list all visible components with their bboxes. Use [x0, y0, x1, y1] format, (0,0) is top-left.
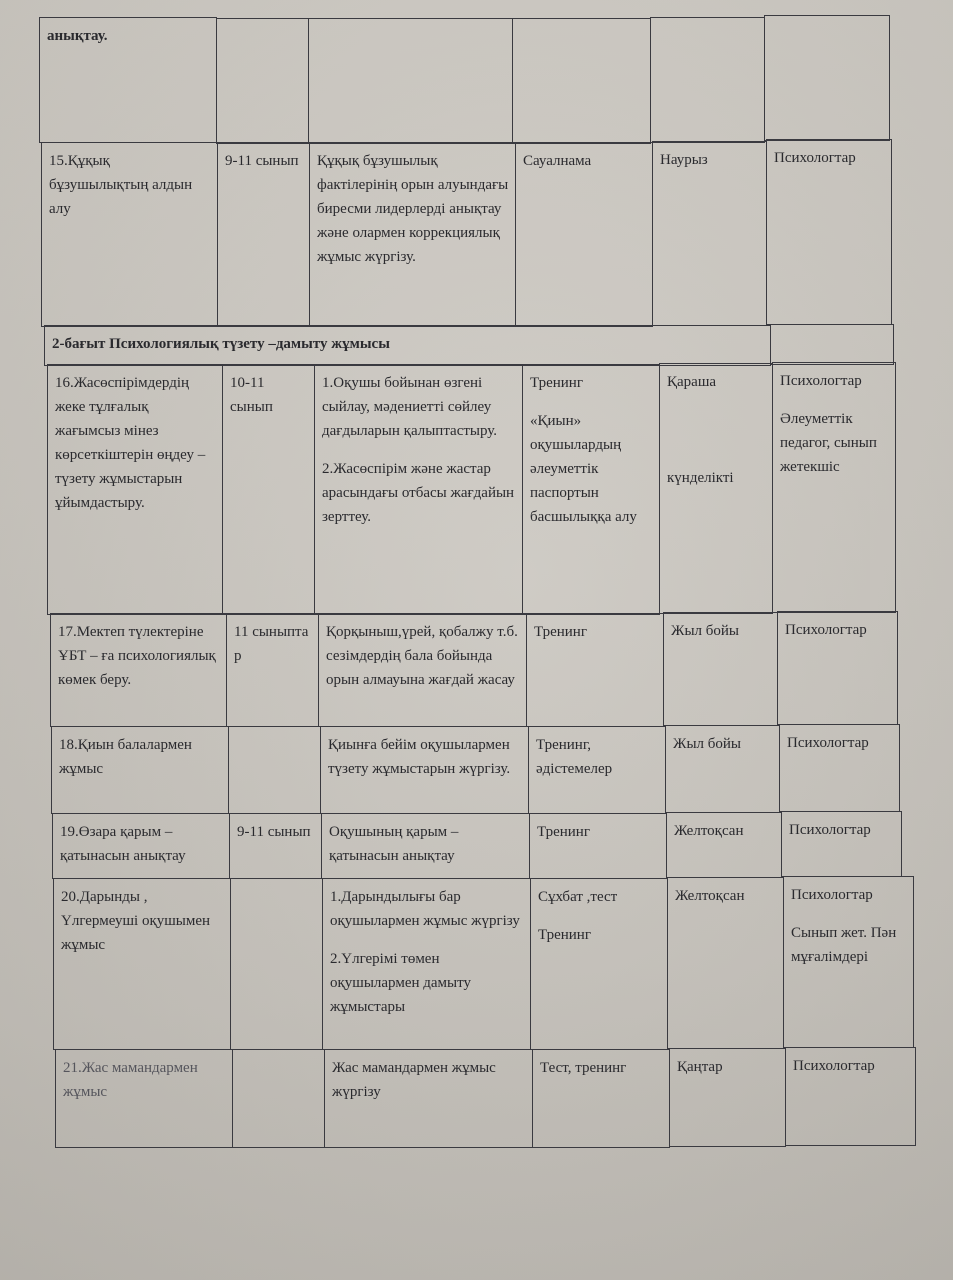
r14-event-cell — [39, 17, 217, 143]
r17-responsible-cell — [777, 611, 898, 725]
r16-content-2: 2.Жасөспірім және жастар арасындағы отбасы жағдайын зерттеу. — [322, 461, 515, 525]
r18-time-cell — [665, 725, 780, 813]
r14-form-cell — [512, 18, 651, 144]
r16-event: 16.Жасөспірімдердің жеке тұлғалық жағымсыз мінез көрсеткіштерін өңдеу – түзету жұмыстарын ұйымдастыру. — [55, 375, 206, 511]
r21-responsible-cell — [785, 1047, 916, 1146]
r18-content-cell — [320, 726, 529, 814]
r21-form-cell — [532, 1049, 670, 1148]
r17-content-cell — [318, 613, 527, 727]
r20-responsible-2: Сынып жет. Пән мұғалімдері — [791, 925, 897, 965]
r17-form-cell — [526, 613, 664, 727]
section-2-title: 2-бағыт Психологиялық түзету –дамыту жұмысы — [52, 336, 390, 352]
r16-form-2: «Қиын» оқушылардың әлеуметтік паспортын басшылыққа алу — [530, 413, 637, 525]
r17-event-cell — [50, 613, 227, 727]
r15-event: 15.Құқық бұзушылықтың алдын алу — [49, 153, 193, 217]
r18-responsible-cell — [779, 724, 900, 812]
r18-time: Жыл бойы — [673, 736, 741, 752]
r16-responsible-1: Психологтар — [780, 373, 862, 389]
r16-grade: 10-11 сынып — [230, 375, 273, 415]
r19-event-cell — [52, 813, 230, 879]
r15-responsible-cell — [766, 139, 892, 325]
r19-grade: 9-11 сынып — [237, 824, 311, 840]
r15-time: Наурыз — [660, 152, 708, 168]
r16-form-cell — [522, 364, 660, 615]
r20-event: 20.Дарынды , Үлгермеуші оқушымен жұмыс — [61, 889, 211, 953]
r17-event: 17.Мектеп түлектеріне ҰБТ – ға психологиялық көмек беру. — [58, 624, 216, 688]
r20-content-cell — [322, 878, 531, 1050]
r19-responsible-cell — [781, 811, 902, 877]
r18-grade-cell — [228, 726, 321, 814]
r18-event-cell — [51, 726, 229, 814]
r14-responsible-cell — [764, 15, 890, 141]
r19-content: Оқушының қарым – қатынасын анықтау — [329, 824, 459, 864]
r17-time: Жыл бойы — [671, 623, 739, 639]
r21-event: 21.Жас мамандармен жұмыс — [63, 1060, 198, 1100]
r14-time-cell — [650, 17, 765, 143]
r15-form: Сауалнама — [523, 153, 592, 169]
r21-event-cell — [55, 1049, 233, 1148]
r20-content-1: 1.Дарындылығы бар оқушылармен жұмыс жүргізу — [330, 889, 520, 929]
r15-content: Құқық бұзушылық фактілерінің орын алуындағы биресми лидерлерді анықтау және олармен коррекциялық жұмыс жүргізу. — [317, 153, 509, 265]
r20-responsible-cell — [783, 876, 914, 1048]
r17-form: Тренинг — [534, 624, 587, 640]
r16-content-1: 1.Оқушы бойынан өзгені сыйлау, мәдениетті сөйлеу дағдыларын қалыптастыру. — [322, 375, 498, 439]
r16-time-cell — [659, 363, 773, 614]
r16-time-2: күнделікті — [667, 470, 734, 486]
r19-responsible: Психологтар — [789, 822, 871, 838]
r21-grade-cell — [232, 1049, 325, 1148]
r20-form-cell — [530, 878, 668, 1050]
r15-grade-cell — [217, 142, 310, 327]
r20-event-cell — [53, 878, 231, 1050]
r15-time-cell — [652, 141, 767, 326]
r19-time-cell — [666, 812, 782, 878]
r15-form-cell — [515, 142, 653, 327]
r21-content: Жас мамандармен жұмыс жүргізу — [332, 1060, 496, 1100]
r19-time: Желтоқсан — [674, 823, 744, 839]
r17-grade: 11 сыныпта р — [234, 624, 309, 664]
r18-form: Тренинг, әдістемелер — [536, 737, 613, 777]
r15-grade: 9-11 сынып — [225, 153, 299, 169]
r20-responsible-1: Психологтар — [791, 887, 873, 903]
r19-form: Тренинг — [537, 824, 590, 840]
r14-grade-cell — [216, 18, 309, 144]
r15-responsible: Психологтар — [774, 150, 856, 166]
r16-grade-cell — [222, 364, 315, 615]
r19-grade-cell — [229, 813, 322, 879]
r16-responsible-2: Әлеуметтік педагог, сынып жетекшіс — [780, 411, 877, 475]
r17-time-cell — [663, 612, 778, 726]
r18-event: 18.Қиын балалармен жұмыс — [59, 737, 192, 777]
r14-content-cell — [308, 18, 513, 144]
r20-time: Желтоқсан — [675, 888, 745, 904]
r18-content: Қиынға бейім оқушылармен түзету жұмыстарын жүргізу. — [328, 737, 511, 777]
r20-time-cell — [667, 877, 784, 1049]
r21-content-cell — [324, 1049, 533, 1148]
r16-event-cell — [47, 364, 223, 615]
section-2-right-cell — [770, 324, 894, 365]
r17-responsible: Психологтар — [785, 622, 867, 638]
r19-event: 19.Өзара қарым – қатынасын анықтау — [60, 824, 186, 864]
r21-time-cell — [669, 1048, 786, 1147]
r14-event: анықтау. — [47, 28, 108, 44]
r20-grade-cell — [230, 878, 323, 1050]
r15-content-cell — [309, 142, 516, 327]
r20-form-1: Сұхбат ,тест — [538, 889, 618, 905]
r17-grade-cell — [226, 613, 319, 727]
r16-responsible-cell — [772, 362, 896, 613]
r18-form-cell — [528, 726, 666, 814]
r19-form-cell — [529, 813, 667, 879]
r20-form-2: Тренинг — [538, 927, 591, 943]
r17-content: Қорқыныш,үрей, қобалжу т.б. сезімдердің бала бойында орын алмауына жағдай жасау — [326, 624, 518, 688]
r16-content-cell — [314, 364, 523, 615]
r19-content-cell — [321, 813, 530, 879]
r21-responsible: Психологтар — [793, 1058, 875, 1074]
r16-time-1: Қараша — [667, 374, 717, 390]
r21-time: Қаңтар — [677, 1059, 723, 1075]
r15-event-cell — [41, 142, 218, 327]
r18-responsible: Психологтар — [787, 735, 869, 751]
r16-form-1: Тренинг — [530, 375, 583, 391]
r20-content-2: 2.Үлгерімі төмен оқушылармен дамыту жұмыстары — [330, 951, 471, 1015]
section-2-heading — [44, 325, 771, 366]
r21-form: Тест, тренинг — [540, 1060, 627, 1076]
